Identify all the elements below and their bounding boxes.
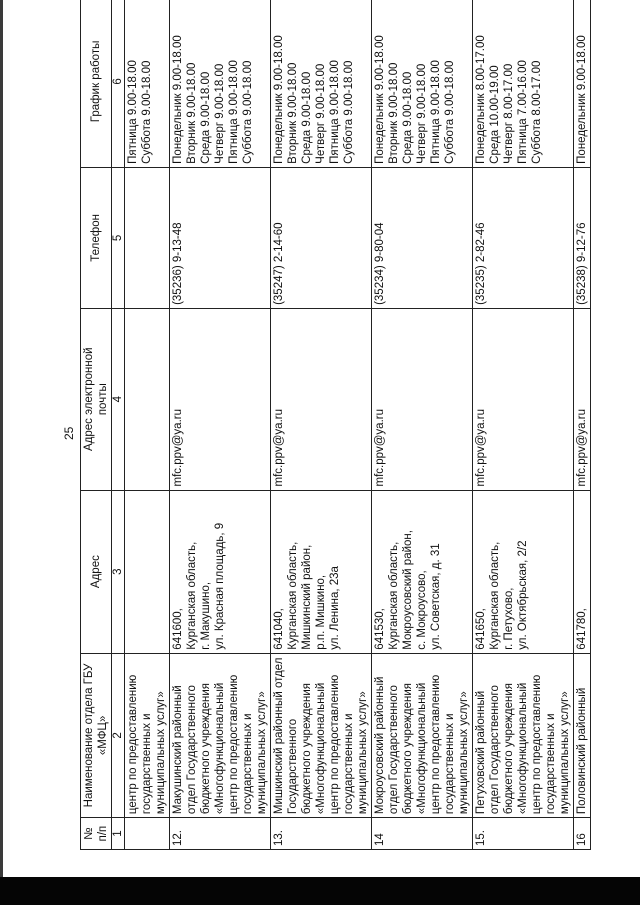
table-row <box>473 0 574 850</box>
cell-line: государственных и <box>444 713 456 815</box>
phone-number: (35235) 2-82-46 <box>473 167 574 308</box>
column-number: 3 <box>112 490 125 653</box>
cell-line: Пятница 9.00-18.00 <box>329 60 341 164</box>
cell-line: Курганская область, <box>186 541 198 650</box>
cell-line: центр по предоставлению <box>329 674 341 815</box>
cell-line: Суббота 9.00-18.00 <box>343 60 355 164</box>
cell-line: бюджетного учреждения <box>200 682 212 815</box>
cell-line: Курганская область, <box>287 541 299 650</box>
cell-line: Мокроусовский район, <box>402 530 414 650</box>
email-address: mfc.ppv@ya.ru <box>170 308 271 490</box>
cell-line: Мишкинский районный отдел <box>273 657 285 815</box>
cell-line: «Многофункциональный <box>214 682 226 815</box>
header-phone: Телефон <box>81 167 112 308</box>
cell-line: Понедельник 9.00-18.00 <box>576 35 588 164</box>
cell-line: 641600, <box>172 608 184 650</box>
phone-number: (35234) 9-80-04 <box>372 167 473 308</box>
cell-line: р.п. Мишкино, <box>315 574 327 650</box>
cell-line: отдел Государственного <box>489 685 501 815</box>
office-address <box>170 490 271 653</box>
header-row <box>81 0 112 850</box>
work-schedule <box>170 0 271 167</box>
table-row <box>271 0 372 850</box>
cell-line: Курганская область, <box>388 541 400 650</box>
cell-line: 641780, <box>576 608 588 650</box>
cell-line: Понедельник 9.00-18.00 <box>273 35 285 164</box>
email-address: mfc.ppv@ya.ru <box>372 308 473 490</box>
page-number: 25 <box>62 426 76 440</box>
header-schedule: График работы <box>81 0 112 167</box>
work-schedule <box>473 0 574 167</box>
header-address: Адрес <box>81 490 112 653</box>
cell-line: Среда 9.00-18.00 <box>200 71 212 164</box>
scan-bottom-edge <box>0 877 640 905</box>
cell-line: Среда 9.00-18.00 <box>301 71 313 164</box>
cell-line: 641650, <box>475 608 487 650</box>
cell-line: бюджетного учреждения <box>301 682 313 815</box>
cell-line: Четверг 9.00-18.00 <box>315 63 327 164</box>
cell-line: Мокроусовский районный <box>374 676 386 815</box>
department-name <box>372 653 473 817</box>
cell-line: центр по предоставлению <box>127 674 139 815</box>
cell-line: Пятница 9.00-18.00 <box>127 60 139 164</box>
column-number: 5 <box>112 167 125 308</box>
cell-line: «Многофункциональный <box>517 682 529 815</box>
cell-line: 641530, <box>374 608 386 650</box>
cell-line: Вторник 9.00-18.00 <box>388 62 400 164</box>
cell-line: Макушинский районный <box>172 685 184 815</box>
row-number: 15. <box>473 818 574 850</box>
cell-line: Пятница 9.00-18.00 <box>228 60 240 164</box>
cell-line: муниципальных услуг» <box>458 691 470 815</box>
table-row <box>574 0 591 850</box>
email-address <box>125 308 170 490</box>
cell-line: Государственного <box>287 718 299 815</box>
cell-line: Понедельник 9.00-18.00 <box>374 35 386 164</box>
work-schedule <box>574 0 591 167</box>
row-number: 12. <box>170 818 271 850</box>
cell-line: Курганская область, <box>489 541 501 650</box>
cell-line: государственных и <box>545 713 557 815</box>
row-number: 16 <box>574 818 591 850</box>
email-address: mfc.ppv@ya.ru <box>473 308 574 490</box>
cell-line: ул. Ленина, 23а <box>329 566 341 650</box>
cell-line: Суббота 9.00-18.00 <box>141 60 153 164</box>
cell-line: центр по предоставлению <box>228 674 240 815</box>
office-address <box>125 490 170 653</box>
cell-line: Суббота 8.00-17.00 <box>531 60 543 164</box>
cell-line: Пятница 9.00-18.00 <box>430 60 442 164</box>
office-address <box>473 490 574 653</box>
row-number: 13. <box>271 818 372 850</box>
table-row <box>170 0 271 850</box>
office-address <box>574 490 591 653</box>
cell-line: государственных и <box>343 713 355 815</box>
cell-line: Вторник 9.00-18.00 <box>186 62 198 164</box>
column-number: 1 <box>112 818 125 850</box>
cell-line: муниципальных услуг» <box>357 691 369 815</box>
office-address <box>271 490 372 653</box>
table-row <box>125 0 170 850</box>
cell-line: Половинский районный <box>576 687 588 815</box>
cell-line: Петуховский районный <box>475 690 487 815</box>
cell-line: Понедельник 8.00-17.00 <box>475 35 487 164</box>
cell-line: центр по предоставлению <box>531 674 543 815</box>
phone-number: (35247) 2-14-60 <box>271 167 372 308</box>
cell-line: с. Мокроусово, <box>416 570 428 650</box>
work-schedule <box>372 0 473 167</box>
cell-line: центр по предоставлению <box>430 674 442 815</box>
cell-line: государственных и <box>242 713 254 815</box>
mfc-offices-table <box>80 0 591 850</box>
department-name <box>473 653 574 817</box>
column-number: 6 <box>112 0 125 167</box>
cell-line: г. Макушино, <box>200 581 212 650</box>
department-name <box>125 653 170 817</box>
department-name <box>170 653 271 817</box>
email-address: mfc.ppv@ya.ru <box>271 308 372 490</box>
cell-line: ул. Красная площадь, 9 <box>214 522 226 650</box>
cell-line: Пятница 7.00-16.00 <box>517 60 529 164</box>
cell-line: Четверг 9.00-18.00 <box>214 63 226 164</box>
cell-line: муниципальных услуг» <box>559 691 571 815</box>
cell-line: Вторник 9.00-18.00 <box>287 62 299 164</box>
cell-line: 641040, <box>273 608 285 650</box>
cell-line: Суббота 9.00-18.00 <box>444 60 456 164</box>
column-numbers-row <box>112 0 125 850</box>
office-address <box>372 490 473 653</box>
cell-line: Среда 9.00-18.00 <box>402 71 414 164</box>
cell-line: бюджетного учреждения <box>402 682 414 815</box>
table-row <box>372 0 473 850</box>
cell-line: Понедельник 9.00-18.00 <box>172 35 184 164</box>
header-num: № п/п <box>81 818 112 850</box>
column-number: 4 <box>112 308 125 490</box>
cell-line: государственных и <box>141 713 153 815</box>
cell-line: отдел Государственного <box>388 685 400 815</box>
phone-number <box>125 167 170 308</box>
cell-line: отдел Государственного <box>186 685 198 815</box>
cell-line: ул. Октябрьская, 2/2 <box>517 540 529 650</box>
cell-line: Четверг 9.00-18.00 <box>416 63 428 164</box>
cell-line: г. Петухово, <box>503 587 515 650</box>
department-name <box>574 653 591 817</box>
row-number: 14 <box>372 818 473 850</box>
cell-line: муниципальных услуг» <box>155 691 167 815</box>
cell-line: Четверг 8.00-17.00 <box>503 63 515 164</box>
cell-line: ул. Советская, д. 31 <box>430 543 442 650</box>
table-body <box>125 0 591 850</box>
work-schedule <box>271 0 372 167</box>
cell-line: Среда 10.00-19.00 <box>489 65 501 164</box>
cell-line: «Многофункциональный <box>315 682 327 815</box>
row-number <box>125 818 170 850</box>
work-schedule <box>125 0 170 167</box>
column-number: 2 <box>112 653 125 817</box>
department-name <box>271 653 372 817</box>
email-address: mfc.ppv@ya.ru <box>574 308 591 490</box>
cell-line: Мишкинский район, <box>301 544 313 650</box>
phone-number: (35238) 9-12-76 <box>574 167 591 308</box>
header-email: Адрес электронной почты <box>81 308 112 490</box>
cell-line: бюджетного учреждения <box>503 682 515 815</box>
header-dept: Наименование отдела ГБУ «МФЦ» <box>81 653 112 817</box>
cell-line: «Многофункциональный <box>416 682 428 815</box>
cell-line: муниципальных услуг» <box>256 691 268 815</box>
cell-line: Суббота 9.00-18.00 <box>242 60 254 164</box>
phone-number: (35236) 9-13-48 <box>170 167 271 308</box>
